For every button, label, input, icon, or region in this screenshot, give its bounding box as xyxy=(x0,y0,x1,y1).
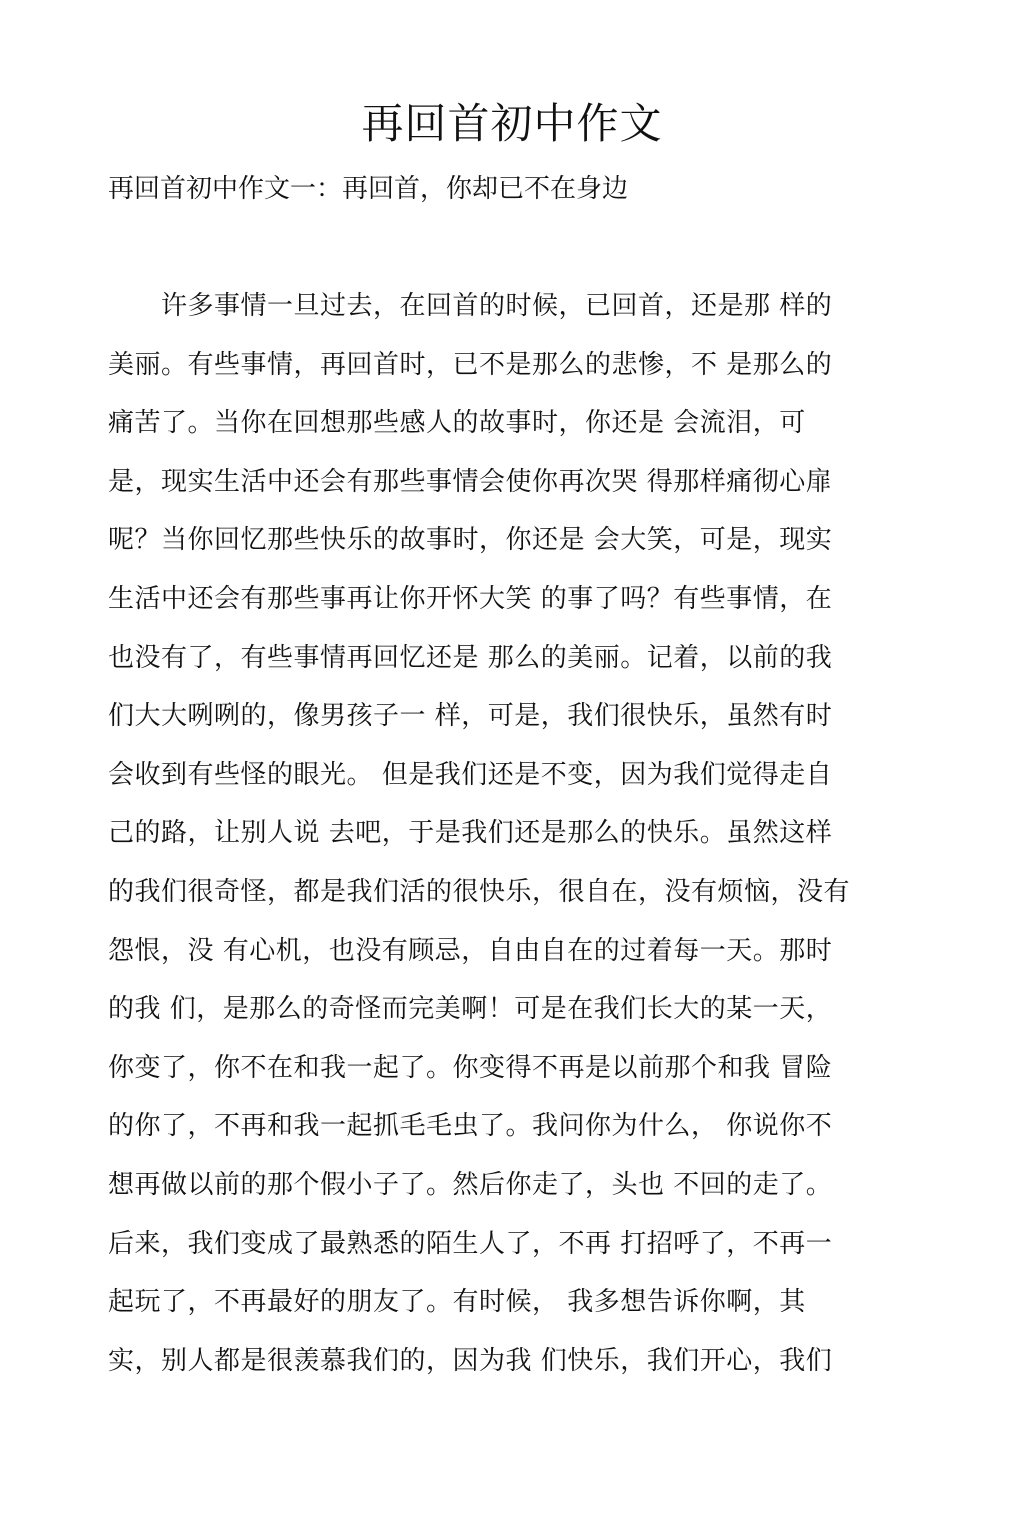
text-line: 的我 们，是那么的奇怪而完美啊！可是在我们长大的某一天， xyxy=(108,994,833,1025)
text-line: 呢？当你回忆那些快乐的故事时，你还是 会大笑，可是，现实 xyxy=(108,525,833,556)
text-line: 是，现实生活中还会有那些事情会使你再次哭 得那样痛彻心扉 xyxy=(108,466,833,497)
text-line: 的你了，不再和我一起抓毛毛虫了。我问你为什么， 你说你不 xyxy=(108,1111,833,1142)
text-line: 起玩了，不再最好的朋友了。有时候， 我多想告诉你啊，其 xyxy=(108,1287,806,1318)
text-line: 痛苦了。当你在回想那些感人的故事时，你还是 会流泪，可 xyxy=(108,408,806,439)
document-title: 再回首初中作文 xyxy=(361,99,663,148)
text-line: 后来，我们变成了最熟悉的陌生人了，不再 打招呼了，不再一 xyxy=(108,1228,833,1259)
text-line: 的我们很奇怪，都是我们活的很快乐，很自在，没有烦恼，没有 xyxy=(108,876,851,907)
text-line: 美丽。有些事情，再回首时，已不是那么的悲惨，不 是那么的 xyxy=(108,349,833,380)
text-line: 想再做以前的那个假小子了。然后你走了，头也 不回的走了。 xyxy=(108,1169,833,1200)
text-line: 生活中还会有那些事再让你开怀大笑 的事了吗？有些事情，在 xyxy=(108,583,833,614)
text-line: 怨恨，没 有心机，也没有顾忌，自由自在的过着每一天。那时 xyxy=(108,935,833,966)
text-line: 实，别人都是很羡慕我们的，因为我 们快乐，我们开心，我们 xyxy=(108,1345,833,1376)
text-line: 己的路，让别人说 去吧，于是我们还是那么的快乐。虽然这样 xyxy=(108,818,833,849)
text-line: 许多事情一旦过去，在回首的时候，已回首，还是那 样的 xyxy=(108,291,833,321)
text-line: 们大大咧咧的，像男孩子一 样，可是，我们很快乐，虽然有时 xyxy=(108,701,833,732)
document-body xyxy=(108,286,928,1399)
document-subtitle: 再回首初中作文一：再回首，你却已不在身边 xyxy=(108,174,629,204)
text-line: 你变了，你不在和我一起了。你变得不再是以前那个和我 冒险 xyxy=(108,1052,833,1083)
text-line: 也没有了，有些事情再回忆还是 那么的美丽。记着，以前的我 xyxy=(108,642,833,673)
text-line: 会收到有些怪的眼光。 但是我们还是不变，因为我们觉得走自 xyxy=(108,759,833,790)
